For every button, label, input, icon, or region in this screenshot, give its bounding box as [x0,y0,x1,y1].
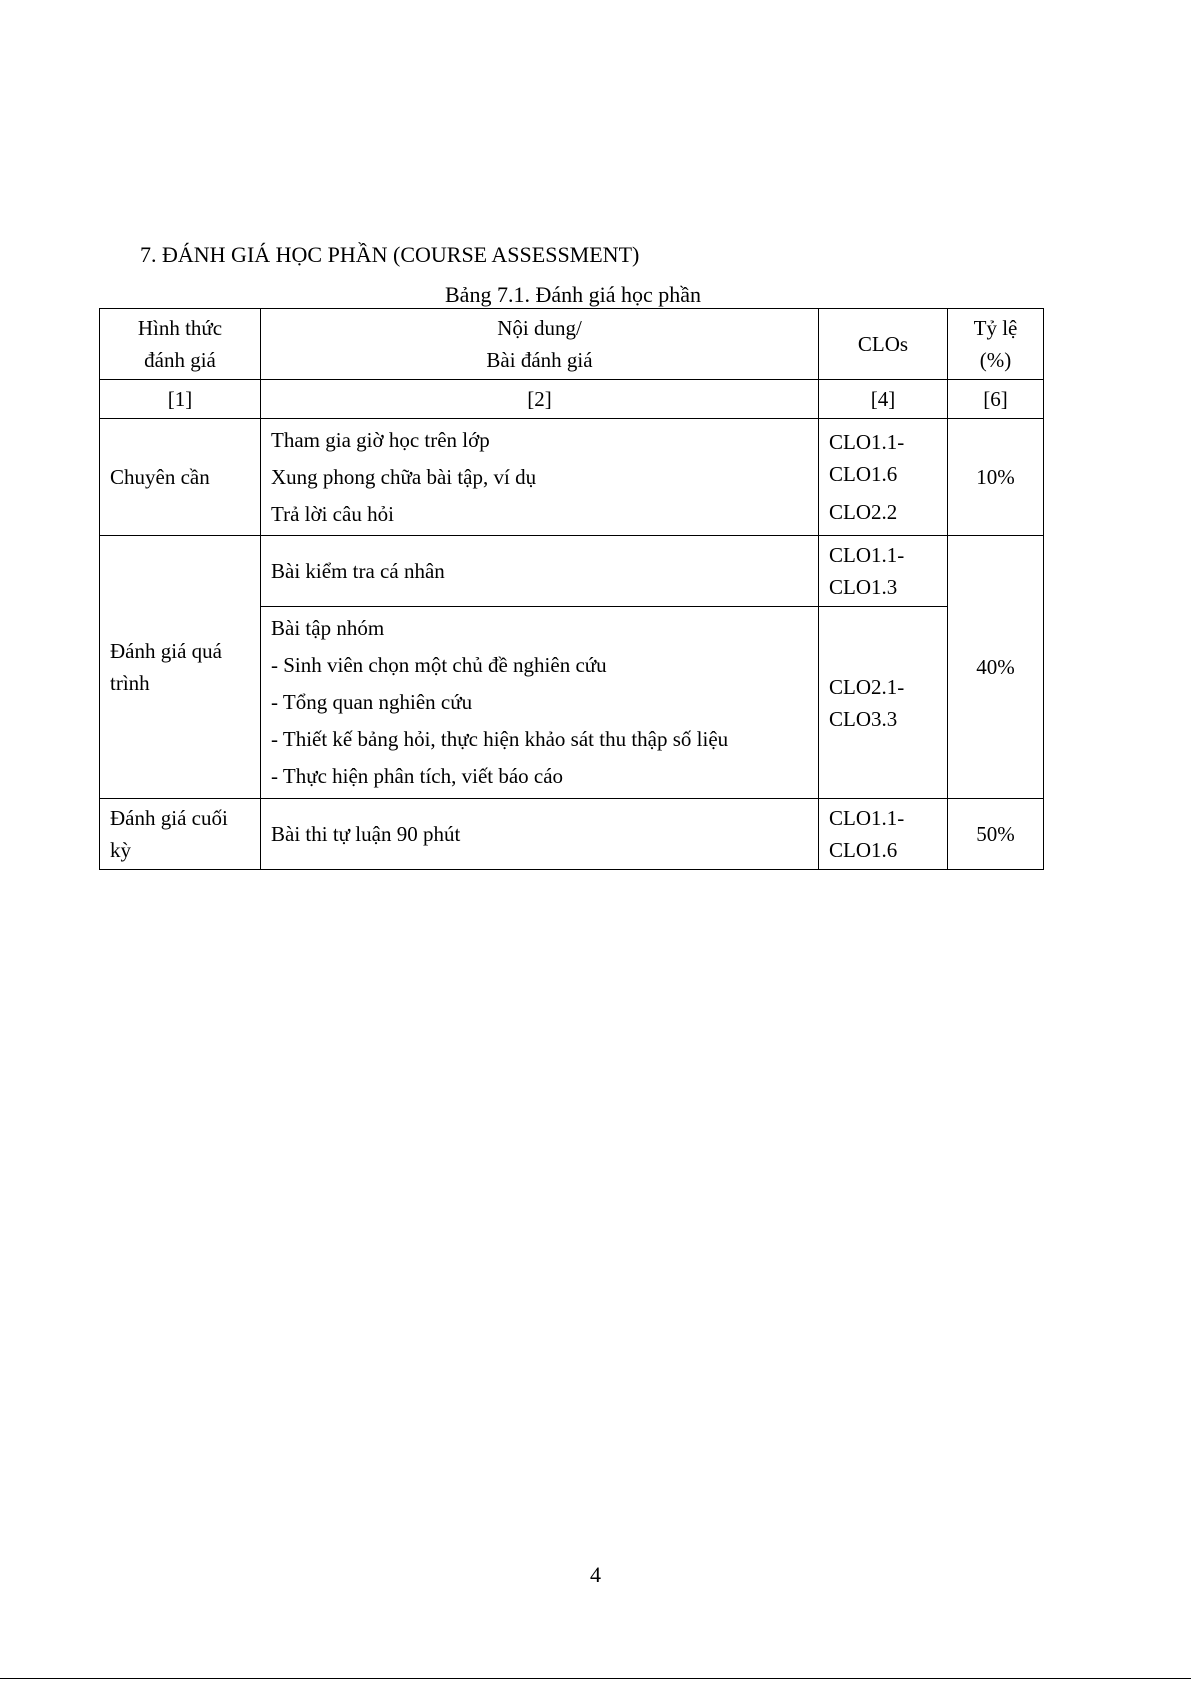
index-cell: [1] [100,380,261,419]
header-form-line2: đánh giá [144,348,216,372]
header-ratio-line2: (%) [979,348,1012,372]
form-line1: Đánh giá quá [110,639,222,663]
clos-cell [819,799,948,870]
content-line: - Sinh viên chọn một chủ đề nghiên cứu [271,653,607,677]
clo-line: CLO1.1- [829,806,905,830]
table-row-final-exam [100,799,1044,870]
footer-rule [0,1678,1191,1679]
content-cell: Bài kiểm tra cá nhân [261,536,819,607]
clo-line: CLO2.1- [829,674,905,699]
assessment-table [99,308,1044,870]
table-row-process-test [100,536,1044,607]
header-content-line1: Nội dung/ [497,316,582,340]
table-index-row [100,380,1044,419]
section-heading: 7. ĐÁNH GIÁ HỌC PHẦN (COURSE ASSESSMENT) [140,242,640,267]
form-cell: Chuyên cần [100,419,261,536]
header-form [100,309,261,380]
clo-line: CLO2.2 [829,500,898,524]
content-cell [261,419,819,536]
form-cell [100,799,261,870]
table-caption: Bảng 7.1. Đánh giá học phần [445,282,701,307]
ratio-cell: 40% [948,536,1044,799]
header-content [261,309,819,380]
content-cell: Bài thi tự luận 90 phút [261,799,819,870]
clo-line: CLO3.3 [829,706,898,731]
clo-line: CLO1.6 [829,838,898,862]
ratio-cell: 10% [948,419,1044,536]
header-clos: CLOs [819,309,948,380]
content-line: - Thực hiện phân tích, viết báo cáo [271,764,564,788]
header-form-line1: Hình thức [137,316,223,340]
index-cell: [2] [261,380,819,419]
clos-cell [819,607,948,799]
table-header-row [100,309,1044,380]
content-line: Trả lời câu hỏi [271,501,394,526]
header-ratio [948,309,1044,380]
content-line: Xung phong chữa bài tập, ví dụ [271,464,537,489]
content-cell [261,607,819,799]
table-row-attendance [100,419,1044,536]
clos-cell [819,536,948,607]
clo-line: CLO1.6 [829,462,898,486]
header-content-line2: Bài đánh giá [486,348,593,372]
form-cell [100,536,261,799]
clos-cell [819,419,948,536]
content-line: Tham gia giờ học trên lớp [271,427,490,452]
index-cell: [6] [948,380,1044,419]
index-cell: [4] [819,380,948,419]
content-line: - Tổng quan nghiên cứu [271,690,473,714]
content-line: - Thiết kế bảng hỏi, thực hiện khảo sát thu thập số liệu [271,727,729,751]
clo-line: CLO1.1- [829,543,905,567]
content-line: Bài tập nhóm [271,616,385,640]
header-ratio-line1: Tỷ lệ [973,316,1018,340]
page-number: 4 [590,1562,601,1587]
form-line2: trình [110,671,150,695]
clo-line: CLO1.3 [829,575,898,599]
ratio-cell: 50% [948,799,1044,870]
clo-line: CLO1.1- [829,430,905,454]
form-line1: Đánh giá cuối [110,806,228,830]
form-line2: kỳ [110,838,131,862]
